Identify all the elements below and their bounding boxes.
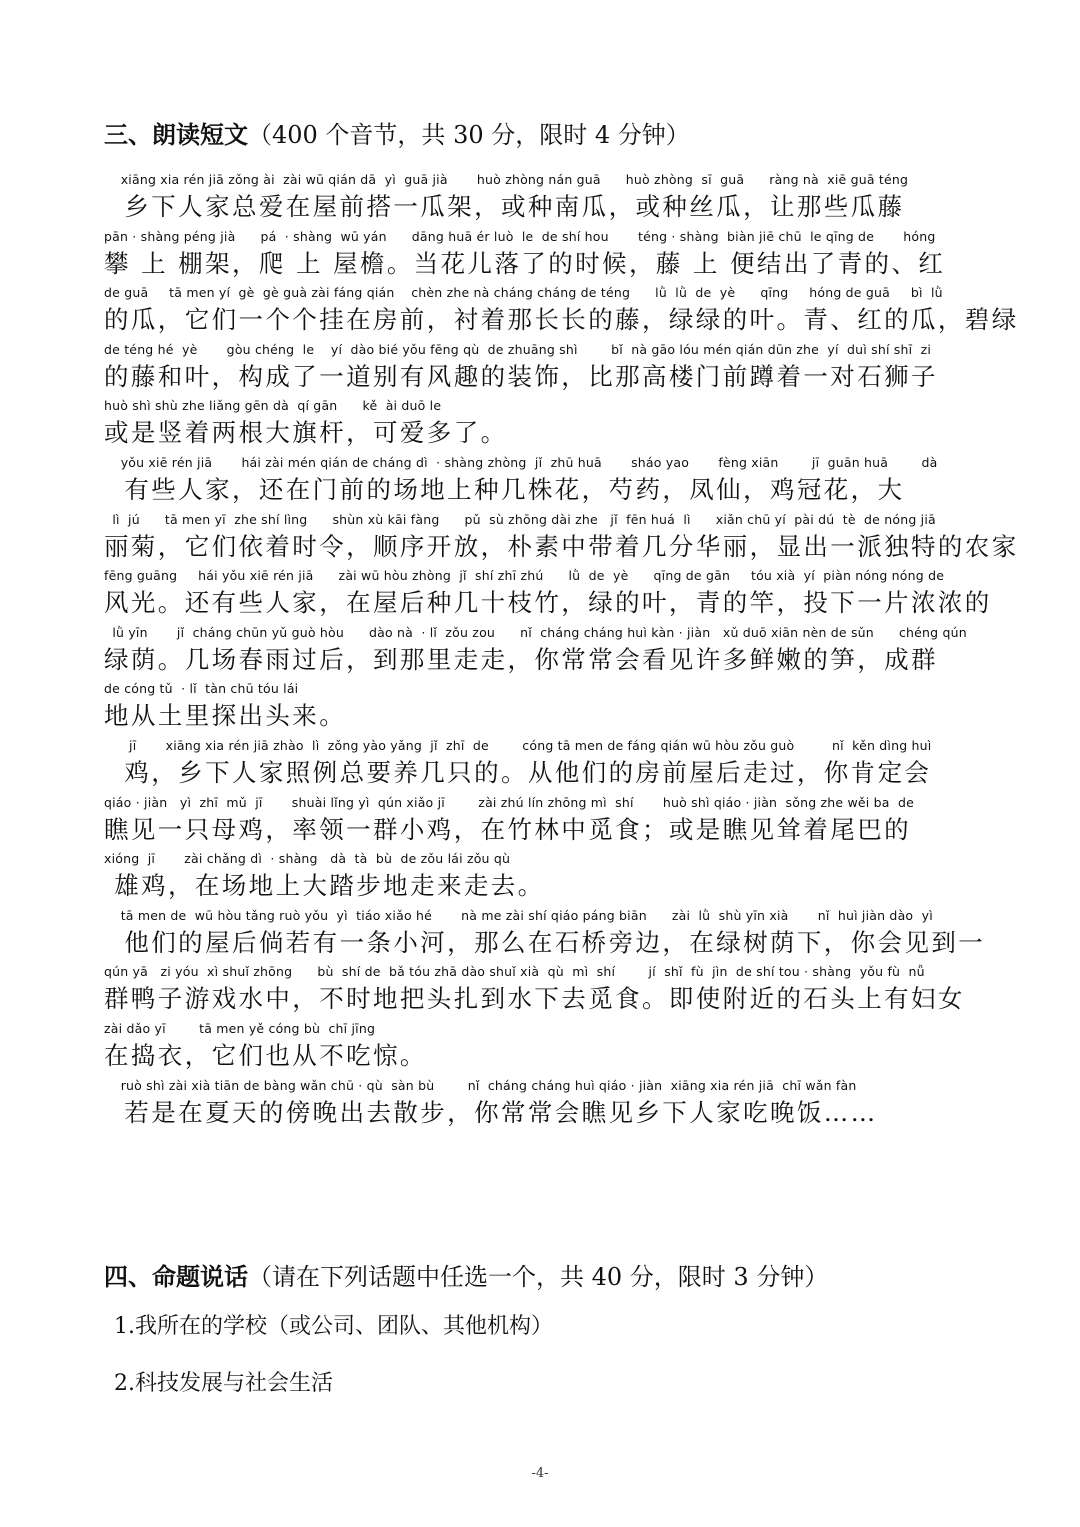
passage-line bbox=[104, 283, 1019, 340]
reading-passage bbox=[104, 170, 1019, 1132]
pinyin-row: zài dǎo yī tā men yě cóng bù chī jīng bbox=[104, 1020, 376, 1036]
hanzi-row: 或是竖着两根大旗杆，可爱多了。 bbox=[104, 418, 508, 448]
hanzi-row: 乡下人家总爱在屋前搭一瓜架，或种南瓜，或种丝瓜，让那些瓜藤 bbox=[104, 192, 905, 221]
section-3-title bbox=[104, 120, 690, 150]
passage-line bbox=[104, 1076, 984, 1133]
hanzi-row: 有些人家，还在门前的场地上种几株花，芍药，凤仙，鸡冠花，大 bbox=[104, 474, 905, 504]
pinyin-row: de cóng tǔ · lǐ tàn chū tóu lái bbox=[104, 681, 299, 697]
hanzi-row: 丽菊，它们依着时令，顺序开放，朴素中带着几分华丽，显出一派独特的农家 bbox=[104, 531, 1019, 561]
passage-line bbox=[104, 962, 984, 1019]
pinyin-row: de téng hé yè gòu chéng le yí dào bié yǒu fēng qù de zhuāng shì bǐ nà gāo lóu mén qián dūn zhe yí duì shí shī zi bbox=[104, 341, 932, 357]
passage-line bbox=[104, 906, 984, 963]
section-4-note: （请在下列话题中任选一个，共 40 分，限时 3 分钟） bbox=[248, 1263, 829, 1291]
pinyin-row: lǜ yīn jǐ cháng chūn yǔ guò hòu dào nà · lǐ zǒu zou nǐ cháng cháng huì kàn · jiàn xǔ duō xiān nèn de sǔn chéng qún bbox=[104, 624, 967, 640]
hanzi-row: 绿荫。几场春雨过后，到那里走走，你常常会看见许多鲜嫩的笋，成群 bbox=[104, 644, 938, 674]
section-4-heading: 四、命题说话 bbox=[104, 1263, 248, 1291]
section-4-title bbox=[104, 1262, 828, 1292]
pinyin-row: xiāng xia rén jiā zǒng ài zài wū qián dā yì guā jià huò zhòng nán guā huò zhòng sī guā ràng nà xiē guā téng bbox=[104, 172, 909, 187]
passage-line bbox=[104, 1019, 984, 1076]
pinyin-row: qún yā zi yóu xì shuǐ zhōng bù shí de bǎ tóu zhā dào shuǐ xià qù mì shí jí shǐ fù jìn de shí tou · shàng yǒu fù nǚ bbox=[104, 964, 925, 980]
pinyin-row: jī xiāng xia rén jiā zhào lì zǒng yào yǎng jǐ zhī de cóng tā men de fáng qián wū hòu zǒu guò nǐ kěn dìng huì bbox=[104, 737, 932, 753]
hanzi-row: 若是在夏天的傍晚出去散步，你常常会瞧见乡下人家吃晚饭…… bbox=[104, 1097, 878, 1127]
passage-line bbox=[104, 566, 992, 623]
passage-line bbox=[104, 340, 984, 397]
hanzi-row: 风光。还有些人家，在屋后种几十枝竹，绿的叶，青的竿，投下一片浓浓的 bbox=[104, 588, 992, 618]
pinyin-row: xióng jī zài chǎng dì · shàng dà tà bù de zǒu lái zǒu qù bbox=[104, 851, 511, 867]
hanzi-row: 的瓜，它们一个个挂在房前，衬着那长长的藤，绿绿的叶。青、红的瓜，碧绿 bbox=[104, 305, 1019, 335]
pinyin-row: lì jú tā men yī zhe shí lìng shùn xù kāi fàng pǔ sù zhōng dài zhe jǐ fēn huá lì xiǎn chū yí pài dú tè de nóng jiā bbox=[104, 511, 936, 527]
hanzi-row: 的藤和叶，构成了一道别有风趣的装饰，比那高楼门前蹲着一对石狮子 bbox=[104, 361, 938, 391]
hanzi-row: 雄鸡，在场地上大踏步地走来走去。 bbox=[104, 871, 545, 901]
passage-line bbox=[104, 623, 984, 680]
passage-line bbox=[104, 170, 984, 227]
passage-line bbox=[104, 736, 984, 793]
pinyin-row: qiáo · jiàn yì zhī mǔ jī shuài lǐng yì qún xiǎo jī zài zhú lín zhōng mì shí huò shì qiáo · jiàn sǒng zhe wěi ba de bbox=[104, 794, 914, 810]
topic-item: 2.科技发展与社会生活 bbox=[114, 1371, 333, 1396]
pinyin-row: tā men de wū hòu tǎng ruò yǒu yì tiáo xiǎo hé nà me zài shí qiáo páng biān zài lǜ shù yīn xià nǐ huì jiàn dào yì bbox=[104, 907, 933, 923]
hanzi-row: 他们的屋后倘若有一条小河，那么在石桥旁边，在绿树荫下，你会见到一 bbox=[104, 927, 986, 957]
pinyin-row: de guā tā men yí gè gè guà zài fáng qián chèn zhe nà cháng cháng de téng lǜ lǜ de yè qīng hóng de guā bì lǜ bbox=[104, 285, 943, 301]
page-number: -4- bbox=[531, 1466, 549, 1481]
pinyin-row: fēng guāng hái yǒu xiē rén jiā zài wū hòu zhòng jǐ shí zhī zhú lǜ de yè qīng de gān tóu xià yí piàn nóng nóng de bbox=[104, 568, 945, 584]
passage-line bbox=[104, 510, 1019, 567]
hanzi-row: 攀 上 棚架，爬 上 屋檐。当花儿落了的时候，藤 上 便结出了青的、红 bbox=[104, 248, 946, 278]
section-3-heading: 三、朗读短文 bbox=[104, 121, 248, 149]
hanzi-row: 瞧见一只母鸡，率领一群小鸡，在竹林中觅食；或是瞧见耸着尾巴的 bbox=[104, 814, 911, 844]
hanzi-row: 鸡，乡下人家照例总要养几只的。从他们的房前屋后走过，你肯定会 bbox=[104, 757, 932, 787]
section-3-note: （400 个音节，共 30 分，限时 4 分钟） bbox=[248, 121, 690, 149]
passage-line bbox=[104, 793, 984, 850]
topic-item: 1.我所在的学校（或公司、团队、其他机构） bbox=[114, 1314, 553, 1339]
passage-line bbox=[104, 849, 984, 906]
pinyin-row: ruò shì zài xià tiān de bàng wǎn chū · qù sàn bù nǐ cháng cháng huì qiáo · jiàn xiāng xia rén jiā chī wǎn fàn bbox=[104, 1077, 857, 1093]
pinyin-row: yǒu xiē rén jiā hái zài mén qián de cháng dì · shàng zhòng jǐ zhū huā sháo yao fèng xiān jī guān huā dà bbox=[104, 454, 938, 470]
pinyin-row: huò shì shù zhe liǎng gēn dà qí gān kě ài duō le bbox=[104, 398, 442, 414]
passage-line bbox=[104, 227, 984, 284]
passage-line bbox=[104, 396, 984, 453]
hanzi-row: 地从土里探出头来。 bbox=[104, 701, 347, 731]
passage-line bbox=[104, 679, 984, 736]
hanzi-row: 在捣衣，它们也从不吃惊。 bbox=[104, 1040, 427, 1070]
hanzi-row: 群鸭子游戏水中，不时地把头扎到水下去觅食。即使附近的石头上有妇女 bbox=[104, 984, 965, 1014]
passage-line bbox=[104, 453, 984, 510]
pinyin-row: pān · shàng péng jià pá · shàng wū yán dāng huā ér luò le de shí hou téng · shàng biàn jiē chū le qīng de hóng bbox=[104, 228, 936, 244]
